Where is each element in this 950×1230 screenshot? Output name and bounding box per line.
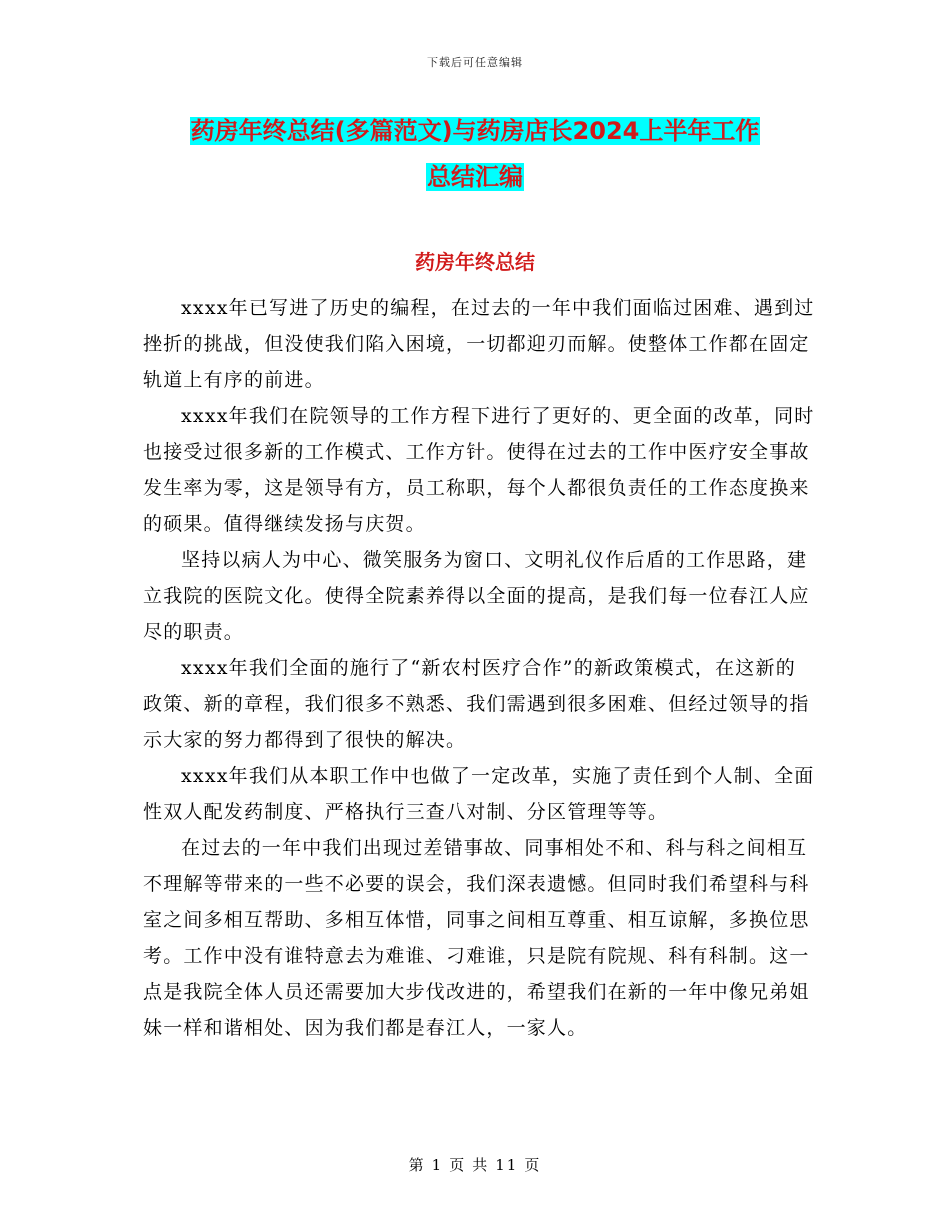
section-heading: 药房年终总结 <box>415 250 535 274</box>
footer-total-word: 共 <box>472 1156 490 1174</box>
paragraph: xxxx年我们全面的施行了“新农村医疗合作”的新政策模式，在这新的政策、新的章程，我们很多不熟悉、我们需遇到很多困难、但经过领导的指示大家的努力都得到了很快的解决。 <box>143 657 810 751</box>
body-text <box>143 290 815 1046</box>
title-line-1: 药房年终总结(多篇范文)与药房店长2024上半年工作 <box>190 117 760 145</box>
page-footer <box>0 1154 950 1175</box>
title-line-2: 总结汇编 <box>427 163 523 191</box>
paragraph: 在过去的一年中我们出现过差错事故、同事相处不和、科与科之间相互不理解等带来的一些不必要的误会，我们深表遗憾。但同时我们希望科与科室之间多相互帮助、多相互体惜，同事之间相互尊重、相互谅解，多换位思考。工作中没有谁特意去为难谁、刁难谁，只是院有院规、科有科制。这一点是我院全体人员还需要加大步伐改进的，希望我们在新的一年中像兄弟姐妹一样和谐相处、因为我们都是春江人，一家人。 <box>143 837 810 1039</box>
footer-page-word: 页 <box>449 1156 467 1174</box>
total-pages-number: 11 <box>495 1156 519 1174</box>
header-note: 下载后可任意编辑 <box>427 56 523 69</box>
paragraph: xxxx年已写进了历史的编程，在过去的一年中我们面临过困难、遇到过挫折的挑战，但没使我们陷入困境，一切都迎刃而解。使整体工作都在固定轨道上有序的前进。 <box>143 297 815 391</box>
current-page-number: 1 <box>431 1156 444 1174</box>
paragraph: 坚持以病人为中心、微笑服务为窗口、文明礼仪作后盾的工作思路，建立我院的医院文化。使得全院素养得以全面的提高，是我们每一位春江人应尽的职责。 <box>143 549 810 643</box>
paragraph: xxxx年我们从本职工作中也做了一定改革，实施了责任到个人制、全面性双人配发药制度、严格执行三查八对制、分区管理等等。 <box>143 765 815 823</box>
footer-suffix: 页 <box>524 1156 542 1174</box>
paragraph: xxxx年我们在院领导的工作方程下进行了更好的、更全面的改革，同时也接受过很多新的工作模式、工作方针。使得在过去的工作中医疗安全事故发生率为零，这是领导有方，员工称职，每个人都很负责任的工作态度换来的硕果。值得继续发扬与庆贺。 <box>143 405 815 535</box>
footer-prefix: 第 <box>408 1156 426 1174</box>
document-title <box>120 108 830 200</box>
